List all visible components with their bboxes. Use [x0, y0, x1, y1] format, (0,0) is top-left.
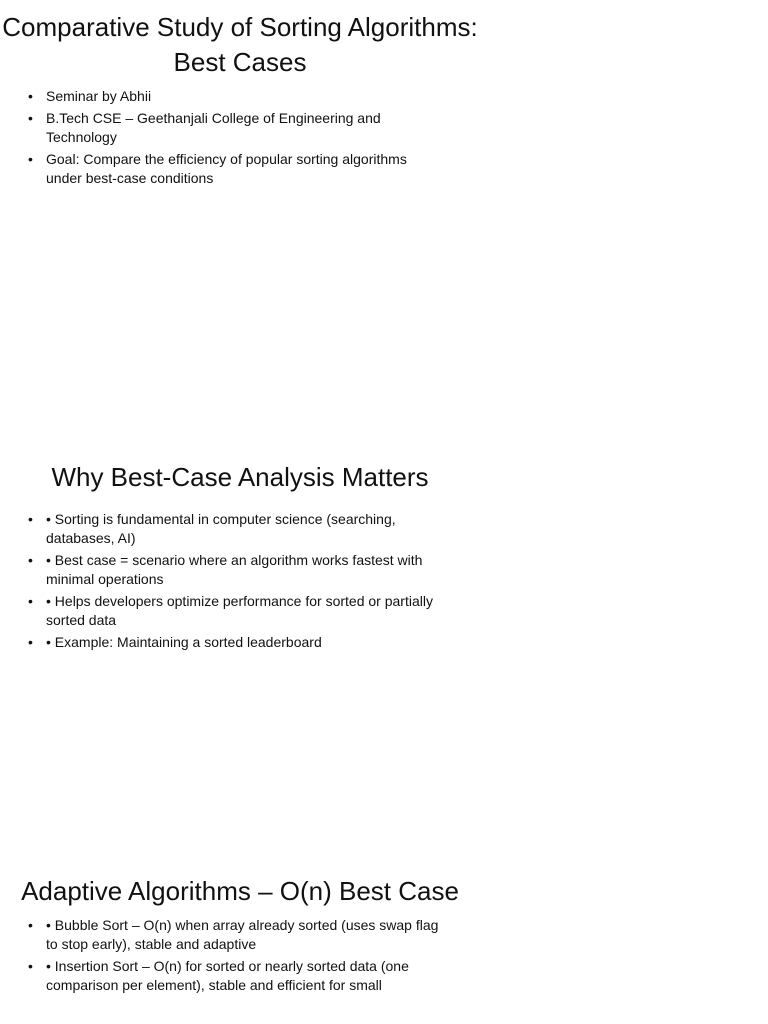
bullet-list	[0, 87, 480, 188]
bullet-item: • • Sorting is fundamental in computer science (searching, databases, AI)	[0, 510, 442, 548]
bullet-item: • • Best case = scenario where an algorithm works fastest with minimal operations	[0, 551, 442, 589]
slide-adaptive-algorithms	[0, 874, 480, 998]
bullet-list	[0, 916, 480, 995]
bullet-item: • Goal: Compare the efficiency of popular sorting algorithms under best-case conditions	[0, 150, 442, 188]
bullet-item: • B.Tech CSE – Geethanjali College of Engineering and Technology	[0, 109, 442, 147]
slide-title: Comparative Study of Sorting Algorithms: Best Cases	[2, 12, 478, 77]
bullet-item: • • Insertion Sort – O(n) for sorted or nearly sorted data (one comparison per element), stable and efficient for small	[0, 957, 442, 995]
bullet-item: • • Bubble Sort – O(n) when array already sorted (uses swap flag to stop early), stable and adaptive	[0, 916, 442, 954]
slide-title: Why Best-Case Analysis Matters	[51, 462, 429, 492]
slide-title: Adaptive Algorithms – O(n) Best Case	[21, 876, 459, 906]
bullet-item: • • Helps developers optimize performance for sorted or partially sorted data	[0, 592, 442, 630]
slide-why-best-case	[0, 460, 480, 655]
bullet-item: • • Example: Maintaining a sorted leaderboard	[0, 633, 442, 652]
bullet-list	[0, 510, 480, 652]
bullet-item: • Seminar by Abhii	[0, 87, 442, 106]
slide-title-slide	[0, 10, 480, 191]
